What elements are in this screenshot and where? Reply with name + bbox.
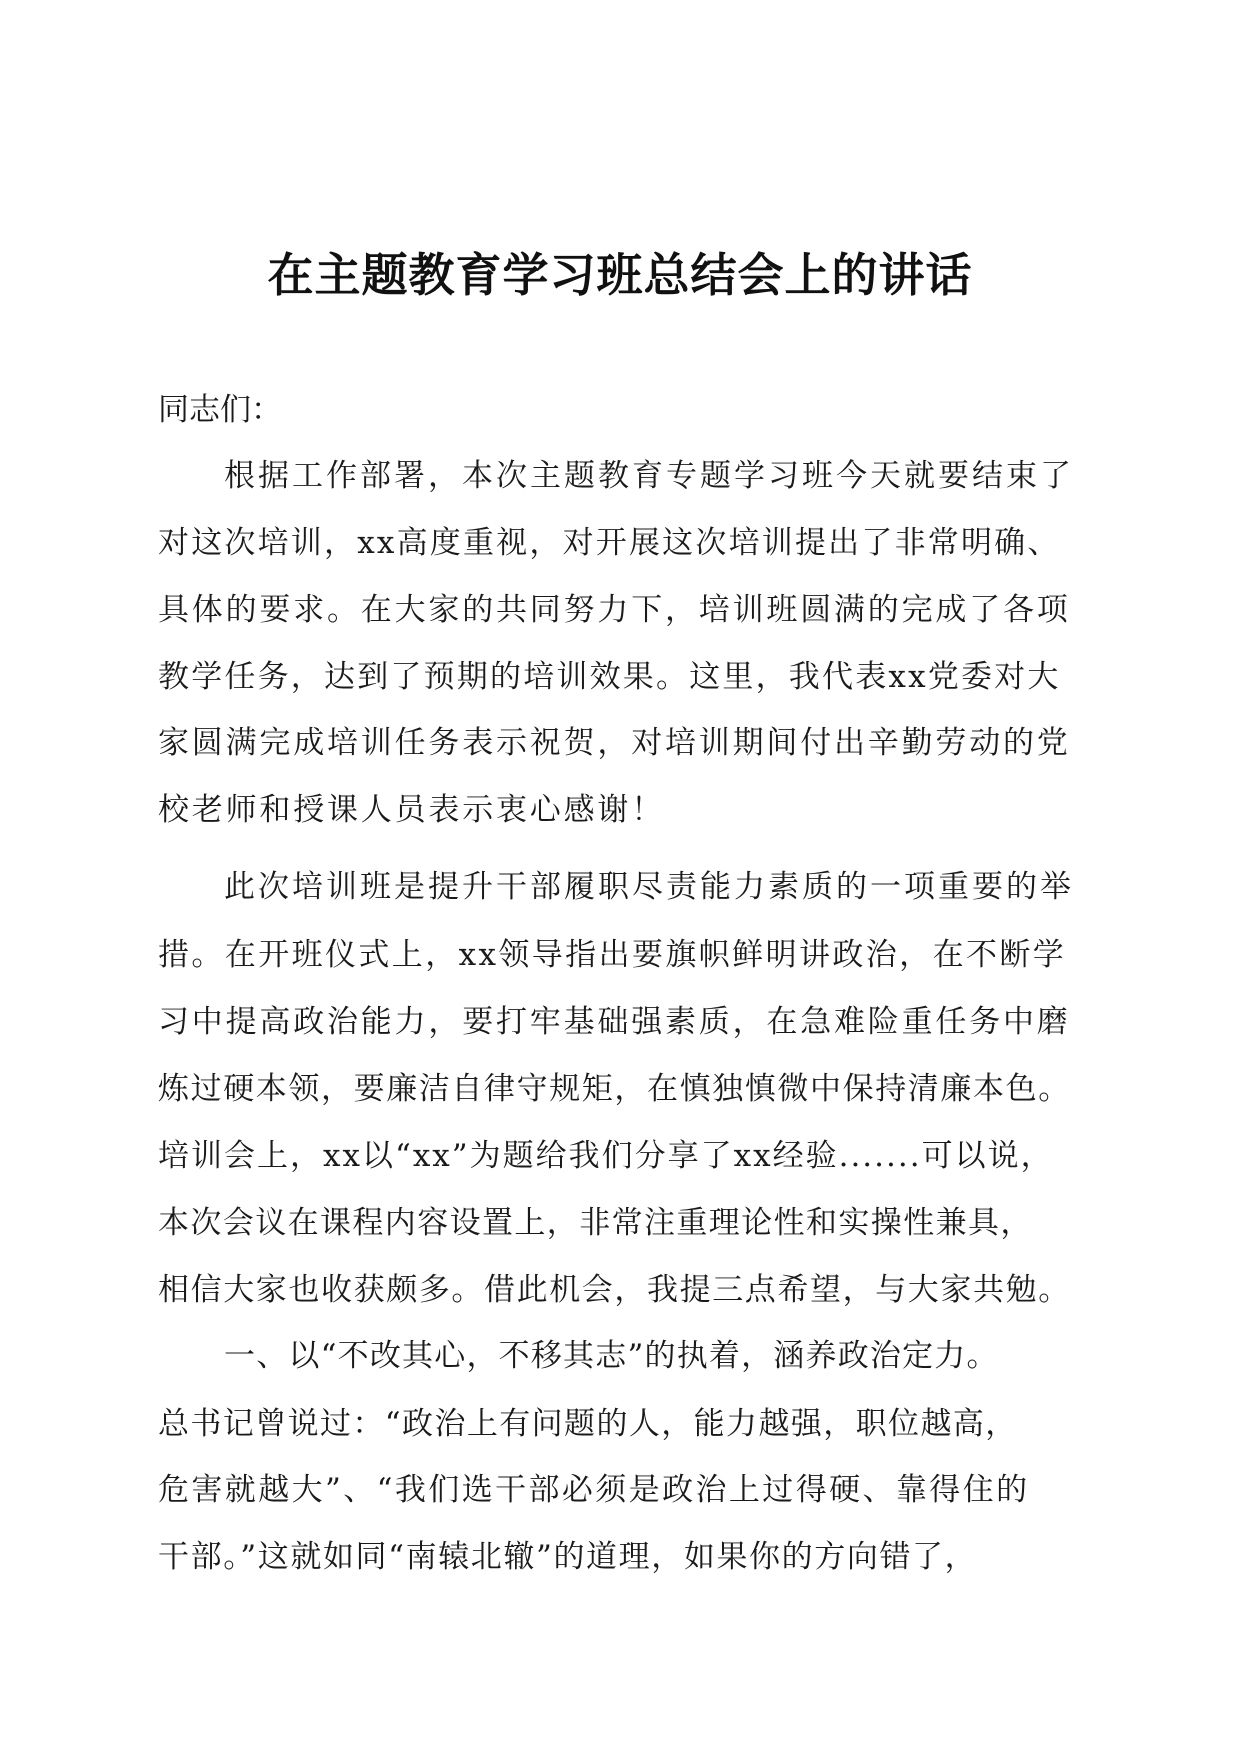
paragraph-line: 教学任务，达到了预期的培训效果。这里，我代表xx党委对大: [158, 659, 1061, 695]
paragraph-line: 习中提高政治能力，要打牢基础强素质，在急难险重任务中磨: [158, 1004, 1071, 1040]
paragraph-line: 危害就越大”、“我们选干部必须是政治上过得硬、靠得住的: [158, 1472, 1030, 1508]
paragraph-line: 对这次培训，xx高度重视，对开展这次培训提出了非常明确、: [158, 525, 1061, 561]
paragraph-line: 具体的要求。在大家的共同努力下，培训班圆满的完成了各项: [158, 592, 1071, 628]
paragraph-line: 培训会上，xx以“xx”为题给我们分享了xx经验.......可以说，: [158, 1138, 1054, 1174]
paragraph-line: 家圆满完成培训任务表示祝贺，对培训期间付出辛勤劳动的党: [158, 725, 1071, 761]
paragraph-line: 根据工作部署，本次主题教育专题学习班今天就要结束了: [224, 458, 1074, 494]
salutation-line: 同志们：: [158, 392, 282, 428]
section-heading-line: 一、以“不改其心，不移其志”的执着，涵养政治定力。: [224, 1338, 999, 1374]
paragraph-line: 炼过硬本领，要廉洁自律守规矩，在慎独慎微中保持清廉本色。: [158, 1071, 1071, 1107]
paragraph-line: 措。在开班仪式上，xx领导指出要旗帜鲜明讲政治，在不断学: [158, 937, 1067, 973]
paragraph-line: 相信大家也收获颇多。借此机会，我提三点希望，与大家共勉。: [158, 1272, 1071, 1308]
paragraph-line: 此次培训班是提升干部履职尽责能力素质的一项重要的举: [224, 869, 1074, 905]
document-title: 在主题教育学习班总结会上的讲话: [267, 248, 973, 302]
paragraph-line: 校老师和授课人员表示衷心感谢！: [158, 792, 665, 828]
paragraph-line: 本次会议在课程内容设置上，非常注重理论性和实操性兼具，: [158, 1205, 1033, 1241]
paragraph-line: 总书记曾说过：“政治上有问题的人，能力越强，职位越高，: [158, 1406, 1018, 1442]
paragraph-line: 干部。”这就如同“南辕北辙”的道理，如果你的方向错了，: [158, 1539, 978, 1575]
